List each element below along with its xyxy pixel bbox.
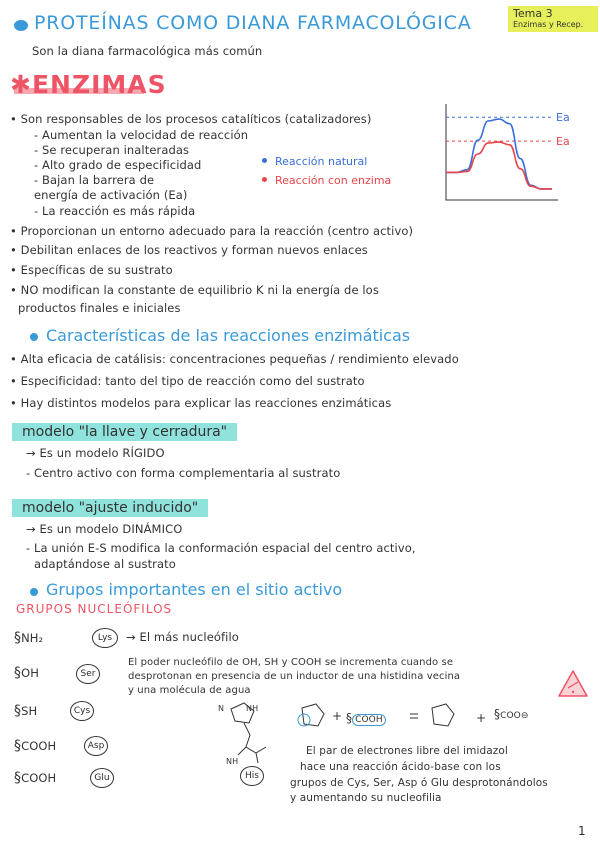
enzimas-title: ✱ENZIMAS	[10, 70, 167, 99]
group-aa-2: Cys	[70, 701, 94, 721]
group-row-3	[14, 738, 56, 754]
modelo-ajuste-line-2: adaptándose al sustrato	[34, 557, 176, 571]
group-row-1	[14, 665, 39, 681]
enzimas-bullet-1-text: Debilitan enlaces de los reactivos y forman nuevos enlaces	[20, 243, 368, 257]
enzimas-bullet-2: • Específicas de su sustrato	[10, 263, 173, 277]
caracteristicas-bullet-0-text: Alta eficacia de catálisis: concentraciones pequeñas / rendimiento elevado	[20, 352, 459, 366]
group-row-4	[14, 770, 56, 786]
series-line-0	[446, 119, 552, 189]
group-aa-4: Glu	[90, 768, 114, 788]
legend-dot-enzima	[262, 177, 267, 182]
group-note-0: → El más nucleófilo	[126, 630, 239, 644]
reaction-cooh: COOH	[352, 714, 386, 726]
modelo-ajuste-title: modelo "ajuste inducido"	[12, 499, 208, 517]
ea-label-0: Ea	[556, 111, 570, 125]
legend-dot-natural	[262, 158, 267, 163]
reaction-scheme	[292, 700, 592, 736]
page-number: 1	[578, 824, 586, 838]
reaction-reactant: § COOH	[346, 711, 386, 725]
group-aa-1: Ser	[76, 664, 100, 684]
group-formula-0: NH₂	[21, 631, 44, 645]
legend-natural	[262, 150, 367, 169]
grupos-bullet	[30, 588, 38, 596]
caracteristicas-bullet	[30, 333, 38, 341]
wavy-bond-icon: §	[14, 770, 22, 786]
caracteristicas-bullet-2: • Hay distintos modelos para explicar las reacciones enzimáticas	[10, 396, 392, 410]
tema-label: Tema 3	[513, 7, 553, 20]
warning-icon	[556, 668, 590, 700]
energy-chart	[440, 100, 590, 210]
page-title: PROTEÍNAS COMO DIANA FARMACOLÓGICA	[34, 12, 472, 34]
enzimas-sub-1: - Se recuperan inalteradas	[34, 143, 190, 157]
enzimas-bullet-4: productos finales e iniciales	[18, 301, 181, 315]
grupos-paragraph-1-line-2: y una molécula de agua	[128, 685, 251, 696]
chart-axes	[446, 104, 558, 200]
enzimas-bullet-1: • Debilitan enlaces de los reactivos y forman nuevos enlaces	[10, 243, 368, 257]
enzimas-bullet-2-text: Específicas de su sustrato	[20, 263, 173, 277]
enzimas-bullet-0: • Proporcionan un entorno adecuado para la reacción (centro activo)	[10, 224, 414, 238]
group-formula-1: OH	[21, 666, 40, 680]
enzimas-title-text: ENZIMAS	[31, 70, 167, 99]
reaction-product: §COO⊖	[494, 707, 529, 721]
imidazole-nh-label: NH	[246, 704, 259, 713]
enzimas-sub-0: - Aumentan la velocidad de reacción	[34, 128, 249, 142]
grupos-paragraph-2-line-3: y aumentando su nucleofilia	[290, 792, 442, 804]
caracteristicas-bullet-0: • Alta eficacia de catálisis: concentraciones pequeñas / rendimiento elevado	[10, 352, 459, 366]
tema-badge	[508, 6, 598, 32]
enzimas-sub-3: - Bajan la barrera de	[34, 173, 155, 187]
caracteristicas-bullet-1-text: Especificidad: tanto del tipo de reacción como del sustrato	[20, 374, 365, 388]
reaction-coo: COO⊖	[500, 711, 529, 721]
caracteristicas-title: Características de las reacciones enzimáticas	[46, 326, 411, 345]
wavy-bond-icon: §	[14, 703, 22, 719]
svg-text:+: +	[476, 711, 487, 725]
grupos-paragraph-2-line-1: hace una reacción ácido-base con los	[300, 761, 501, 773]
caracteristicas-bullet-2-text: Hay distintos modelos para explicar las reacciones enzimáticas	[20, 396, 392, 410]
enzimas-intro-text: Son responsables de los procesos catalíticos (catalizadores)	[20, 112, 372, 126]
modelo-ajuste-line-0: → Es un modelo DINÁMICO	[26, 522, 183, 536]
series-line-1	[446, 142, 552, 189]
group-aa-3: Asp	[84, 736, 108, 756]
wavy-bond-icon: §	[14, 738, 22, 754]
page-subtitle: Son la diana farmacológica más común	[32, 44, 263, 58]
grupos-paragraph-1-line-1: desprotonan en presencia de un inductor de una histidina vecina	[128, 671, 461, 682]
modelo-ajuste-line-1: - La unión E-S modifica la conformación espacial del centro activo,	[26, 541, 416, 555]
group-formula-4: COOH	[21, 771, 57, 785]
imidazole-n-label: N	[218, 704, 225, 713]
enzimas-sub-4: energía de activación (Ea)	[34, 188, 188, 202]
tema-sub: Enzimas y Recep.	[513, 20, 584, 29]
title-bullet	[14, 20, 28, 31]
histidine-nh-label: NH	[226, 757, 239, 766]
enzimas-sub-2: - Alto grado de especificidad	[34, 158, 202, 172]
modelo-llave-line-1: - Centro activo con forma complementaria al sustrato	[26, 466, 341, 480]
enzimas-bullet-3-text: NO modifican la constante de equilibrio K ni la energía de los	[20, 283, 379, 297]
group-formula-3: COOH	[21, 739, 57, 753]
enzimas-bullet-3: • NO modifican la constante de equilibrio K ni la energía de los	[10, 283, 379, 297]
enzimas-intro: • Son responsables de los procesos catalíticos (catalizadores)	[10, 112, 372, 126]
enzimas-bullet-0-text: Proporcionan un entorno adecuado para la reacción (centro activo)	[20, 224, 414, 238]
grupos-title: Grupos importantes en el sitio activo	[46, 580, 343, 599]
grupos-paragraph-2-line-0: El par de electrones libre del imidazol	[306, 745, 508, 757]
group-row-0	[14, 630, 43, 646]
group-formula-2: SH	[21, 704, 38, 718]
ea-label-1: Ea	[556, 135, 570, 149]
enzimas-sub-5: - La reacción es más rápida	[34, 204, 196, 218]
grupos-paragraph-1-line-0: El poder nucleófilo de OH, SH y COOH se incrementa cuando se	[128, 657, 454, 668]
group-row-2	[14, 703, 37, 719]
legend-enzima	[262, 169, 391, 188]
legend-label-enzima: Reacción con enzima	[275, 174, 392, 187]
group-aa-0: Lys	[92, 628, 118, 648]
grupos-paragraph-2-line-2: grupos de Cys, Ser, Asp ó Glu desprotonándolos	[290, 777, 548, 789]
caracteristicas-bullet-1: • Especificidad: tanto del tipo de reacción como del sustrato	[10, 374, 365, 388]
svg-text:+: +	[332, 709, 343, 723]
modelo-llave-title: modelo "la llave y cerradura"	[12, 423, 237, 441]
wavy-bond-icon: §	[14, 630, 22, 646]
legend-label-natural: Reacción natural	[275, 155, 368, 168]
his-circle: His	[240, 766, 264, 786]
wavy-bond-icon: §	[14, 665, 22, 681]
modelo-llave-line-0: → Es un modelo RÍGIDO	[26, 446, 165, 460]
grupos-subtitle: GRUPOS NUCLEÓFILOS	[16, 602, 173, 616]
